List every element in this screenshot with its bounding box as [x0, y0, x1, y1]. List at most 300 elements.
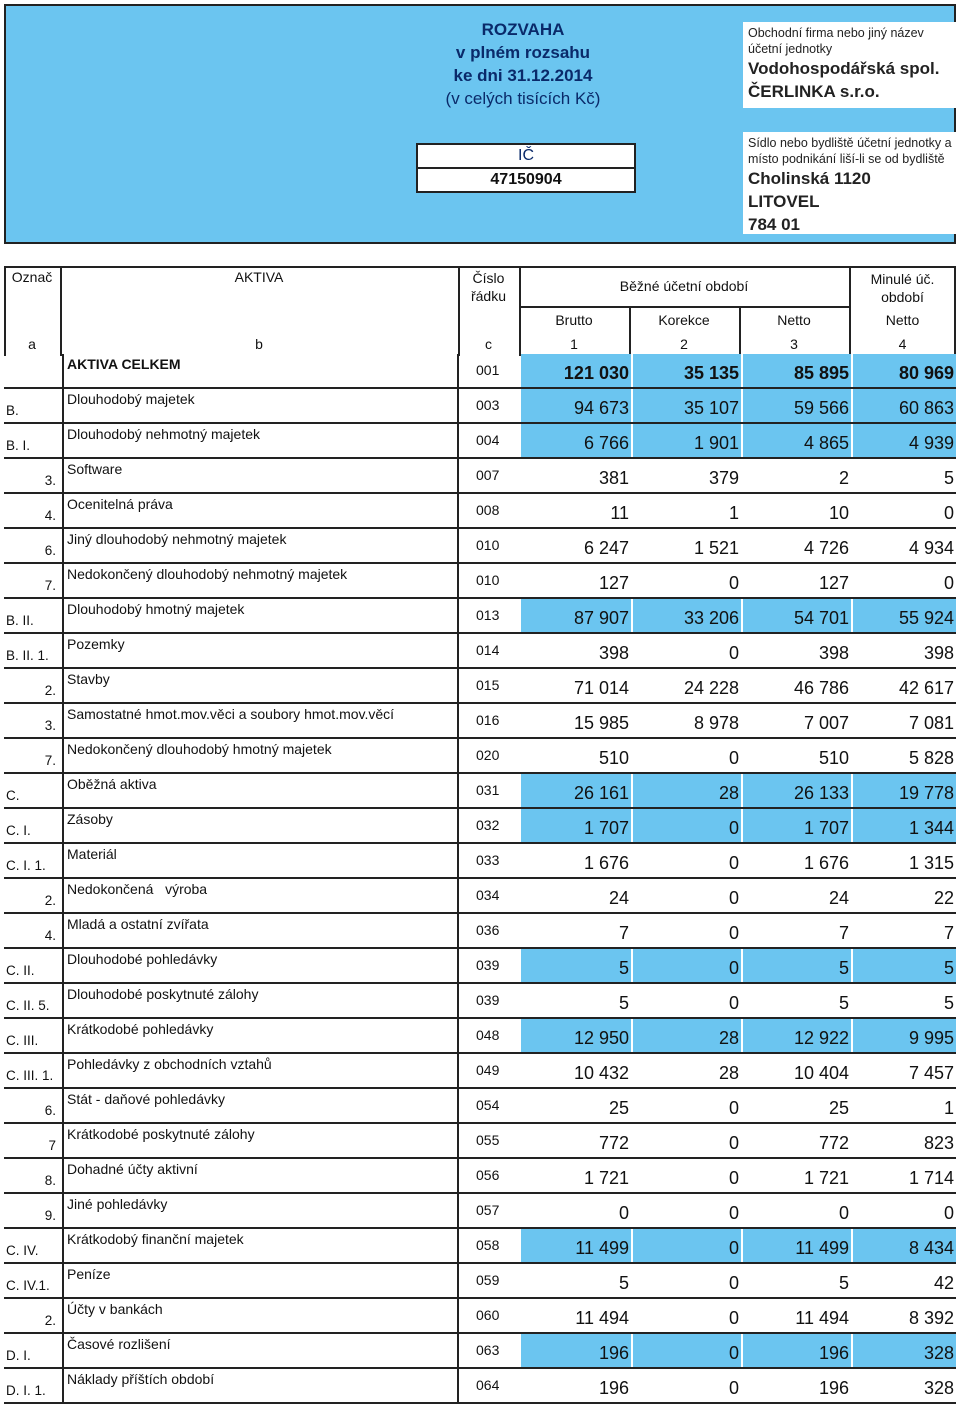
value-netto-previous: 1 714: [851, 1159, 956, 1192]
value-korekce: 0: [631, 1369, 741, 1402]
value-brutto: 196: [521, 1334, 631, 1367]
value-brutto: 26 161: [521, 774, 631, 807]
row-number: 010: [476, 537, 500, 553]
row-mark: [4, 1334, 60, 1367]
value-netto: 59 566: [741, 389, 851, 422]
table-row: [4, 844, 956, 879]
row-label-text: Krátkodobé pohledávky: [67, 1021, 214, 1037]
col-index-b: b: [255, 336, 263, 352]
value-netto: 398: [741, 634, 851, 667]
value-brutto: 5: [521, 949, 631, 982]
col-rowno-line2: řádku: [470, 288, 507, 304]
row-number: 039: [476, 957, 500, 973]
row-number: 004: [476, 432, 500, 448]
row-number: 060: [476, 1307, 500, 1323]
row-mark: [4, 1159, 60, 1192]
row-label: [62, 1194, 459, 1227]
row-mark: [4, 914, 60, 947]
row-mark-text: 4.: [44, 928, 56, 943]
value-korekce: 0: [631, 844, 741, 877]
row-mark-text: 7: [48, 1138, 56, 1153]
row-mark-text: 4.: [44, 508, 56, 523]
row-mark: [4, 529, 60, 562]
value-netto: 26 133: [741, 774, 851, 807]
row-label: [62, 564, 459, 597]
row-label-text: Materiál: [67, 846, 117, 862]
row-number: 033: [476, 852, 500, 868]
value-brutto: 0: [521, 1194, 631, 1227]
address-line-1: Cholinská 1120: [748, 169, 871, 188]
row-number: 057: [476, 1202, 500, 1218]
firm-label: Obchodní firma nebo jiný název účetní jednotky: [748, 26, 924, 56]
table-row: [4, 669, 956, 704]
row-mark: [4, 424, 60, 457]
row-label-text: Nedokončená výroba: [67, 881, 208, 897]
row-mark-text: 6.: [44, 1103, 56, 1118]
row-number: 064: [476, 1377, 500, 1393]
row-mark: [4, 1229, 60, 1262]
row-mark-text: C. IV.1.: [6, 1278, 50, 1293]
value-korekce: 0: [631, 1264, 741, 1297]
value-korekce: 0: [631, 809, 741, 842]
title-subtitle: (v celých tisících Kč): [445, 89, 601, 108]
col-index-2: 2: [680, 336, 688, 352]
row-mark: [4, 1264, 60, 1297]
row-number: 008: [476, 502, 500, 518]
row-mark-text: B.: [6, 403, 19, 418]
ic-label: IČ: [418, 145, 634, 169]
table-row: [4, 494, 956, 529]
row-mark: [4, 809, 60, 842]
row-mark-text: 7.: [44, 753, 56, 768]
col-previous-line1: Minulé úč.: [870, 271, 935, 287]
row-mark: [4, 564, 60, 597]
row-label-text: Stavby: [67, 671, 110, 687]
table-row: [4, 424, 956, 459]
value-korekce: 0: [631, 739, 741, 772]
report-title: [413, 18, 633, 110]
row-mark-text: B. I.: [6, 438, 31, 453]
col-rowno-line1: Číslo: [472, 270, 505, 286]
row-mark: [4, 879, 60, 912]
value-netto: 24: [741, 879, 851, 912]
row-label: [62, 529, 459, 562]
value-korekce: 35 107: [631, 389, 741, 422]
col-index-1: 1: [570, 336, 578, 352]
value-netto-previous: 80 969: [851, 354, 956, 387]
row-label: [62, 459, 459, 492]
col-index-4: 4: [898, 336, 907, 352]
value-netto: 25: [741, 1089, 851, 1122]
row-mark-text: C. III.: [6, 1033, 39, 1048]
title-line-3: ke dni 31.12.2014: [453, 66, 593, 85]
row-label: [62, 599, 459, 632]
value-netto: 10 404: [741, 1054, 851, 1087]
value-netto-previous: 4 934: [851, 529, 956, 562]
value-brutto: 1 707: [521, 809, 631, 842]
row-label: [62, 1089, 459, 1122]
row-label-text: Jiný dlouhodobý nehmotný majetek: [67, 531, 287, 547]
value-brutto: 24: [521, 879, 631, 912]
row-mark: [4, 949, 60, 982]
row-label: [62, 1124, 459, 1157]
row-number: 034: [476, 887, 500, 903]
table-row: [4, 1369, 956, 1404]
title-line-2: v plném rozsahu: [455, 43, 591, 62]
col-previous-line2: období: [881, 289, 924, 305]
value-netto-previous: 1 344: [851, 809, 956, 842]
value-netto: 10: [741, 494, 851, 527]
value-netto-previous: 328: [851, 1334, 956, 1367]
value-netto-previous: 60 863: [851, 389, 956, 422]
value-netto-previous: 0: [851, 564, 956, 597]
table-row: [4, 1194, 956, 1229]
row-mark: [4, 1299, 60, 1332]
value-netto-previous: 19 778: [851, 774, 956, 807]
table-row: [4, 1264, 956, 1299]
table-body: [4, 354, 956, 1404]
table-row: [4, 1334, 956, 1369]
row-number: 020: [476, 747, 500, 763]
row-label: [62, 389, 459, 422]
row-mark: [4, 1194, 60, 1227]
row-label-text: Samostatné hmot.mov.věci a soubory hmot.mov.věcí: [67, 706, 395, 722]
value-netto-previous: 1: [851, 1089, 956, 1122]
value-korekce: 28: [631, 1019, 741, 1052]
row-label-text: Pozemky: [67, 636, 125, 652]
value-korekce: 28: [631, 1054, 741, 1087]
row-mark-text: C. III. 1.: [6, 1068, 54, 1083]
col-netto-header: Netto: [777, 312, 811, 328]
row-label: [62, 1159, 459, 1192]
row-label: [62, 704, 459, 737]
value-netto-previous: 42 617: [851, 669, 956, 702]
value-netto: 7 007: [741, 704, 851, 737]
row-label: [62, 1019, 459, 1052]
value-brutto: 11 499: [521, 1229, 631, 1262]
row-mark-text: C. I. 1.: [6, 858, 46, 873]
value-netto: 5: [741, 949, 851, 982]
value-netto-previous: 1 315: [851, 844, 956, 877]
value-brutto: 15 985: [521, 704, 631, 737]
value-netto: 85 895: [741, 354, 851, 387]
value-netto-previous: 5: [851, 984, 956, 1017]
address-line-2: LITOVEL: [748, 192, 820, 211]
row-label: [62, 844, 459, 877]
row-number: 013: [476, 607, 500, 623]
title-line-1: ROZVAHA: [481, 20, 565, 39]
row-number: 039: [476, 992, 500, 1008]
value-netto-previous: 5: [851, 459, 956, 492]
table-row: [4, 914, 956, 949]
value-korekce: 1 901: [631, 424, 741, 457]
address-label: Sídlo nebo bydliště účetní jednotky a místo podnikání liší-li se od bydliště: [748, 136, 952, 166]
col-previous-header: [849, 270, 956, 306]
table-row: [4, 564, 956, 599]
value-brutto: 7: [521, 914, 631, 947]
report-header: [4, 4, 956, 244]
value-korekce: 0: [631, 984, 741, 1017]
col-mark-header: Označ: [11, 269, 53, 285]
row-number: 036: [476, 922, 500, 938]
row-label-text: Jiné pohledávky: [67, 1196, 168, 1212]
row-label-text: Krátkodobé poskytnuté zálohy: [67, 1126, 255, 1142]
value-netto-previous: 8 392: [851, 1299, 956, 1332]
row-label: [62, 879, 459, 912]
row-mark-text: 9.: [44, 1208, 56, 1223]
value-brutto: 6 247: [521, 529, 631, 562]
value-netto-previous: 823: [851, 1124, 956, 1157]
firm-box: [743, 22, 960, 108]
col-netto-prev-header: Netto: [885, 312, 920, 328]
row-mark-text: C. I.: [6, 823, 31, 838]
value-netto-previous: 7 081: [851, 704, 956, 737]
row-mark-text: 2.: [44, 1313, 56, 1328]
firm-name-2: ČERLINKA s.r.o.: [748, 82, 880, 101]
value-netto-previous: 5 828: [851, 739, 956, 772]
value-netto-previous: 0: [851, 1194, 956, 1227]
row-mark-text: 6.: [44, 543, 56, 558]
row-label-text: Náklady příštích období: [67, 1371, 215, 1387]
row-label: [62, 739, 459, 772]
row-label: [62, 634, 459, 667]
row-number: 055: [476, 1132, 500, 1148]
row-label: [62, 354, 459, 387]
table-row: [4, 599, 956, 634]
table-header: [0, 266, 960, 356]
row-mark-text: C. IV.: [6, 1243, 39, 1258]
value-netto: 5: [741, 1264, 851, 1297]
table-row: [4, 634, 956, 669]
value-korekce: 0: [631, 1159, 741, 1192]
table-row: [4, 1019, 956, 1054]
row-mark: [4, 1089, 60, 1122]
row-number: 010: [476, 572, 500, 588]
ic-value: 47150904: [490, 171, 562, 188]
value-korekce: 0: [631, 1124, 741, 1157]
row-label: [62, 669, 459, 702]
value-brutto: 12 950: [521, 1019, 631, 1052]
row-number: 054: [476, 1097, 500, 1113]
value-brutto: 127: [521, 564, 631, 597]
row-label-text: Dlouhodobé pohledávky: [67, 951, 218, 967]
value-brutto: 25: [521, 1089, 631, 1122]
value-korekce: 0: [631, 564, 741, 597]
value-netto: 11 499: [741, 1229, 851, 1262]
table-row: [4, 704, 956, 739]
row-mark: [4, 984, 60, 1017]
value-netto: 4 726: [741, 529, 851, 562]
table-row: [4, 1054, 956, 1089]
table-row: [4, 949, 956, 984]
value-korekce: 24 228: [631, 669, 741, 702]
row-label-text: Software: [67, 461, 123, 477]
row-label-text: Mladá a ostatní zvířata: [67, 916, 209, 932]
row-mark-text: C.: [6, 788, 20, 803]
col-korekce-header: Korekce: [658, 312, 710, 328]
value-netto: 0: [741, 1194, 851, 1227]
row-label-text: Ocenitelná práva: [67, 496, 173, 512]
row-mark-text: 2.: [44, 893, 56, 908]
row-label: [62, 809, 459, 842]
value-netto: 5: [741, 984, 851, 1017]
value-korekce: 0: [631, 914, 741, 947]
value-netto: 46 786: [741, 669, 851, 702]
row-mark: [4, 1054, 60, 1087]
row-label: [62, 984, 459, 1017]
value-netto-previous: 7: [851, 914, 956, 947]
row-label-text: Dlouhodobé poskytnuté zálohy: [67, 986, 259, 1002]
row-label-text: Peníze: [67, 1266, 111, 1282]
value-netto-previous: 42: [851, 1264, 956, 1297]
row-mark-text: 2.: [44, 683, 56, 698]
row-mark: [4, 704, 60, 737]
value-brutto: 94 673: [521, 389, 631, 422]
row-label: [62, 1264, 459, 1297]
row-mark-text: 7.: [44, 578, 56, 593]
table-row: [4, 774, 956, 809]
value-brutto: 196: [521, 1369, 631, 1402]
value-netto-previous: 4 939: [851, 424, 956, 457]
value-netto-previous: 7 457: [851, 1054, 956, 1087]
value-korekce: 35 135: [631, 354, 741, 387]
row-number: 007: [476, 467, 500, 483]
table-row: [4, 1089, 956, 1124]
row-number: 016: [476, 712, 500, 728]
table-row: [4, 809, 956, 844]
row-number: 049: [476, 1062, 500, 1078]
row-number: 056: [476, 1167, 500, 1183]
value-korekce: 28: [631, 774, 741, 807]
value-korekce: 8 978: [631, 704, 741, 737]
row-mark-text: C. II.: [6, 963, 35, 978]
row-mark-text: D. I. 1.: [6, 1383, 46, 1398]
row-label: [62, 424, 459, 457]
row-mark-text: 8.: [44, 1173, 56, 1188]
table-row: [4, 1124, 956, 1159]
row-label-text: Stát - daňové pohledávky: [67, 1091, 225, 1107]
row-number: 003: [476, 397, 500, 413]
row-label-text: Dohadné účty aktivní: [67, 1161, 198, 1177]
row-label: [62, 774, 459, 807]
value-netto: 54 701: [741, 599, 851, 632]
value-netto-previous: 8 434: [851, 1229, 956, 1262]
value-brutto: 87 907: [521, 599, 631, 632]
value-brutto: 1 721: [521, 1159, 631, 1192]
value-netto-previous: 0: [851, 494, 956, 527]
value-brutto: 5: [521, 984, 631, 1017]
table-row: [4, 389, 956, 424]
firm-name-1: Vodohospodářská spol.: [748, 59, 940, 78]
value-brutto: 11 494: [521, 1299, 631, 1332]
value-brutto: 6 766: [521, 424, 631, 457]
value-netto-previous: 328: [851, 1369, 956, 1402]
col-index-c: c: [485, 336, 492, 352]
value-netto: 2: [741, 459, 851, 492]
table-row: [4, 739, 956, 774]
value-brutto: 5: [521, 1264, 631, 1297]
row-label-text: Oběžná aktiva: [67, 776, 157, 792]
value-brutto: 510: [521, 739, 631, 772]
row-label: [62, 949, 459, 982]
col-brutto-header: Brutto: [555, 312, 593, 328]
row-label: [62, 1229, 459, 1262]
value-netto: 196: [741, 1334, 851, 1367]
value-brutto: 10 432: [521, 1054, 631, 1087]
value-netto-previous: 55 924: [851, 599, 956, 632]
value-brutto: 1 676: [521, 844, 631, 877]
row-label-text: AKTIVA CELKEM: [67, 356, 181, 372]
row-label-text: Zásoby: [67, 811, 113, 827]
value-korekce: 33 206: [631, 599, 741, 632]
value-brutto: 772: [521, 1124, 631, 1157]
row-mark-text: 3.: [44, 718, 56, 733]
value-korekce: 0: [631, 1194, 741, 1227]
row-mark: [4, 599, 60, 632]
row-mark-text: B. II.: [6, 613, 34, 628]
value-brutto: 381: [521, 459, 631, 492]
row-label-text: Dlouhodobý hmotný majetek: [67, 601, 245, 617]
value-korekce: 0: [631, 879, 741, 912]
table-row: [4, 529, 956, 564]
row-mark: [4, 459, 60, 492]
table-row: [4, 984, 956, 1019]
table-row: [4, 459, 956, 494]
address-box: [743, 132, 960, 234]
value-korekce: 379: [631, 459, 741, 492]
row-mark: [4, 774, 60, 807]
row-mark: [4, 739, 60, 772]
value-netto: 196: [741, 1369, 851, 1402]
row-number: 031: [476, 782, 500, 798]
value-netto-previous: 5: [851, 949, 956, 982]
row-mark: [4, 1019, 60, 1052]
row-number: 059: [476, 1272, 500, 1288]
value-korekce: 1: [631, 494, 741, 527]
row-mark-text: B. II. 1.: [6, 648, 49, 663]
table-row: [4, 879, 956, 914]
value-korekce: 0: [631, 634, 741, 667]
col-current-header: Běžné účetní období: [619, 278, 749, 294]
row-label-text: Dlouhodobý nehmotný majetek: [67, 426, 261, 442]
row-label-text: Nedokončený dlouhodobý hmotný majetek: [67, 741, 332, 757]
row-label: [62, 1299, 459, 1332]
value-netto: 1 721: [741, 1159, 851, 1192]
row-mark: [4, 389, 60, 422]
value-korekce: 0: [631, 1299, 741, 1332]
row-label-text: Účty v bankách: [67, 1301, 163, 1317]
value-netto: 1 707: [741, 809, 851, 842]
row-label-text: Pohledávky z obchodních vztahů: [67, 1056, 272, 1072]
row-number: 048: [476, 1027, 500, 1043]
row-mark: [4, 494, 60, 527]
value-brutto: 71 014: [521, 669, 631, 702]
row-label: [62, 1054, 459, 1087]
ic-box: [416, 143, 636, 193]
row-number: 015: [476, 677, 500, 693]
table-row: [4, 1159, 956, 1194]
value-brutto: 121 030: [521, 354, 631, 387]
value-netto-previous: 398: [851, 634, 956, 667]
row-mark-text: 3.: [44, 473, 56, 488]
row-label: [62, 494, 459, 527]
row-mark-text: D. I.: [6, 1348, 31, 1363]
row-number: 058: [476, 1237, 500, 1253]
value-netto-previous: 9 995: [851, 1019, 956, 1052]
value-brutto: 398: [521, 634, 631, 667]
row-mark: [4, 669, 60, 702]
row-number: 014: [476, 642, 500, 658]
